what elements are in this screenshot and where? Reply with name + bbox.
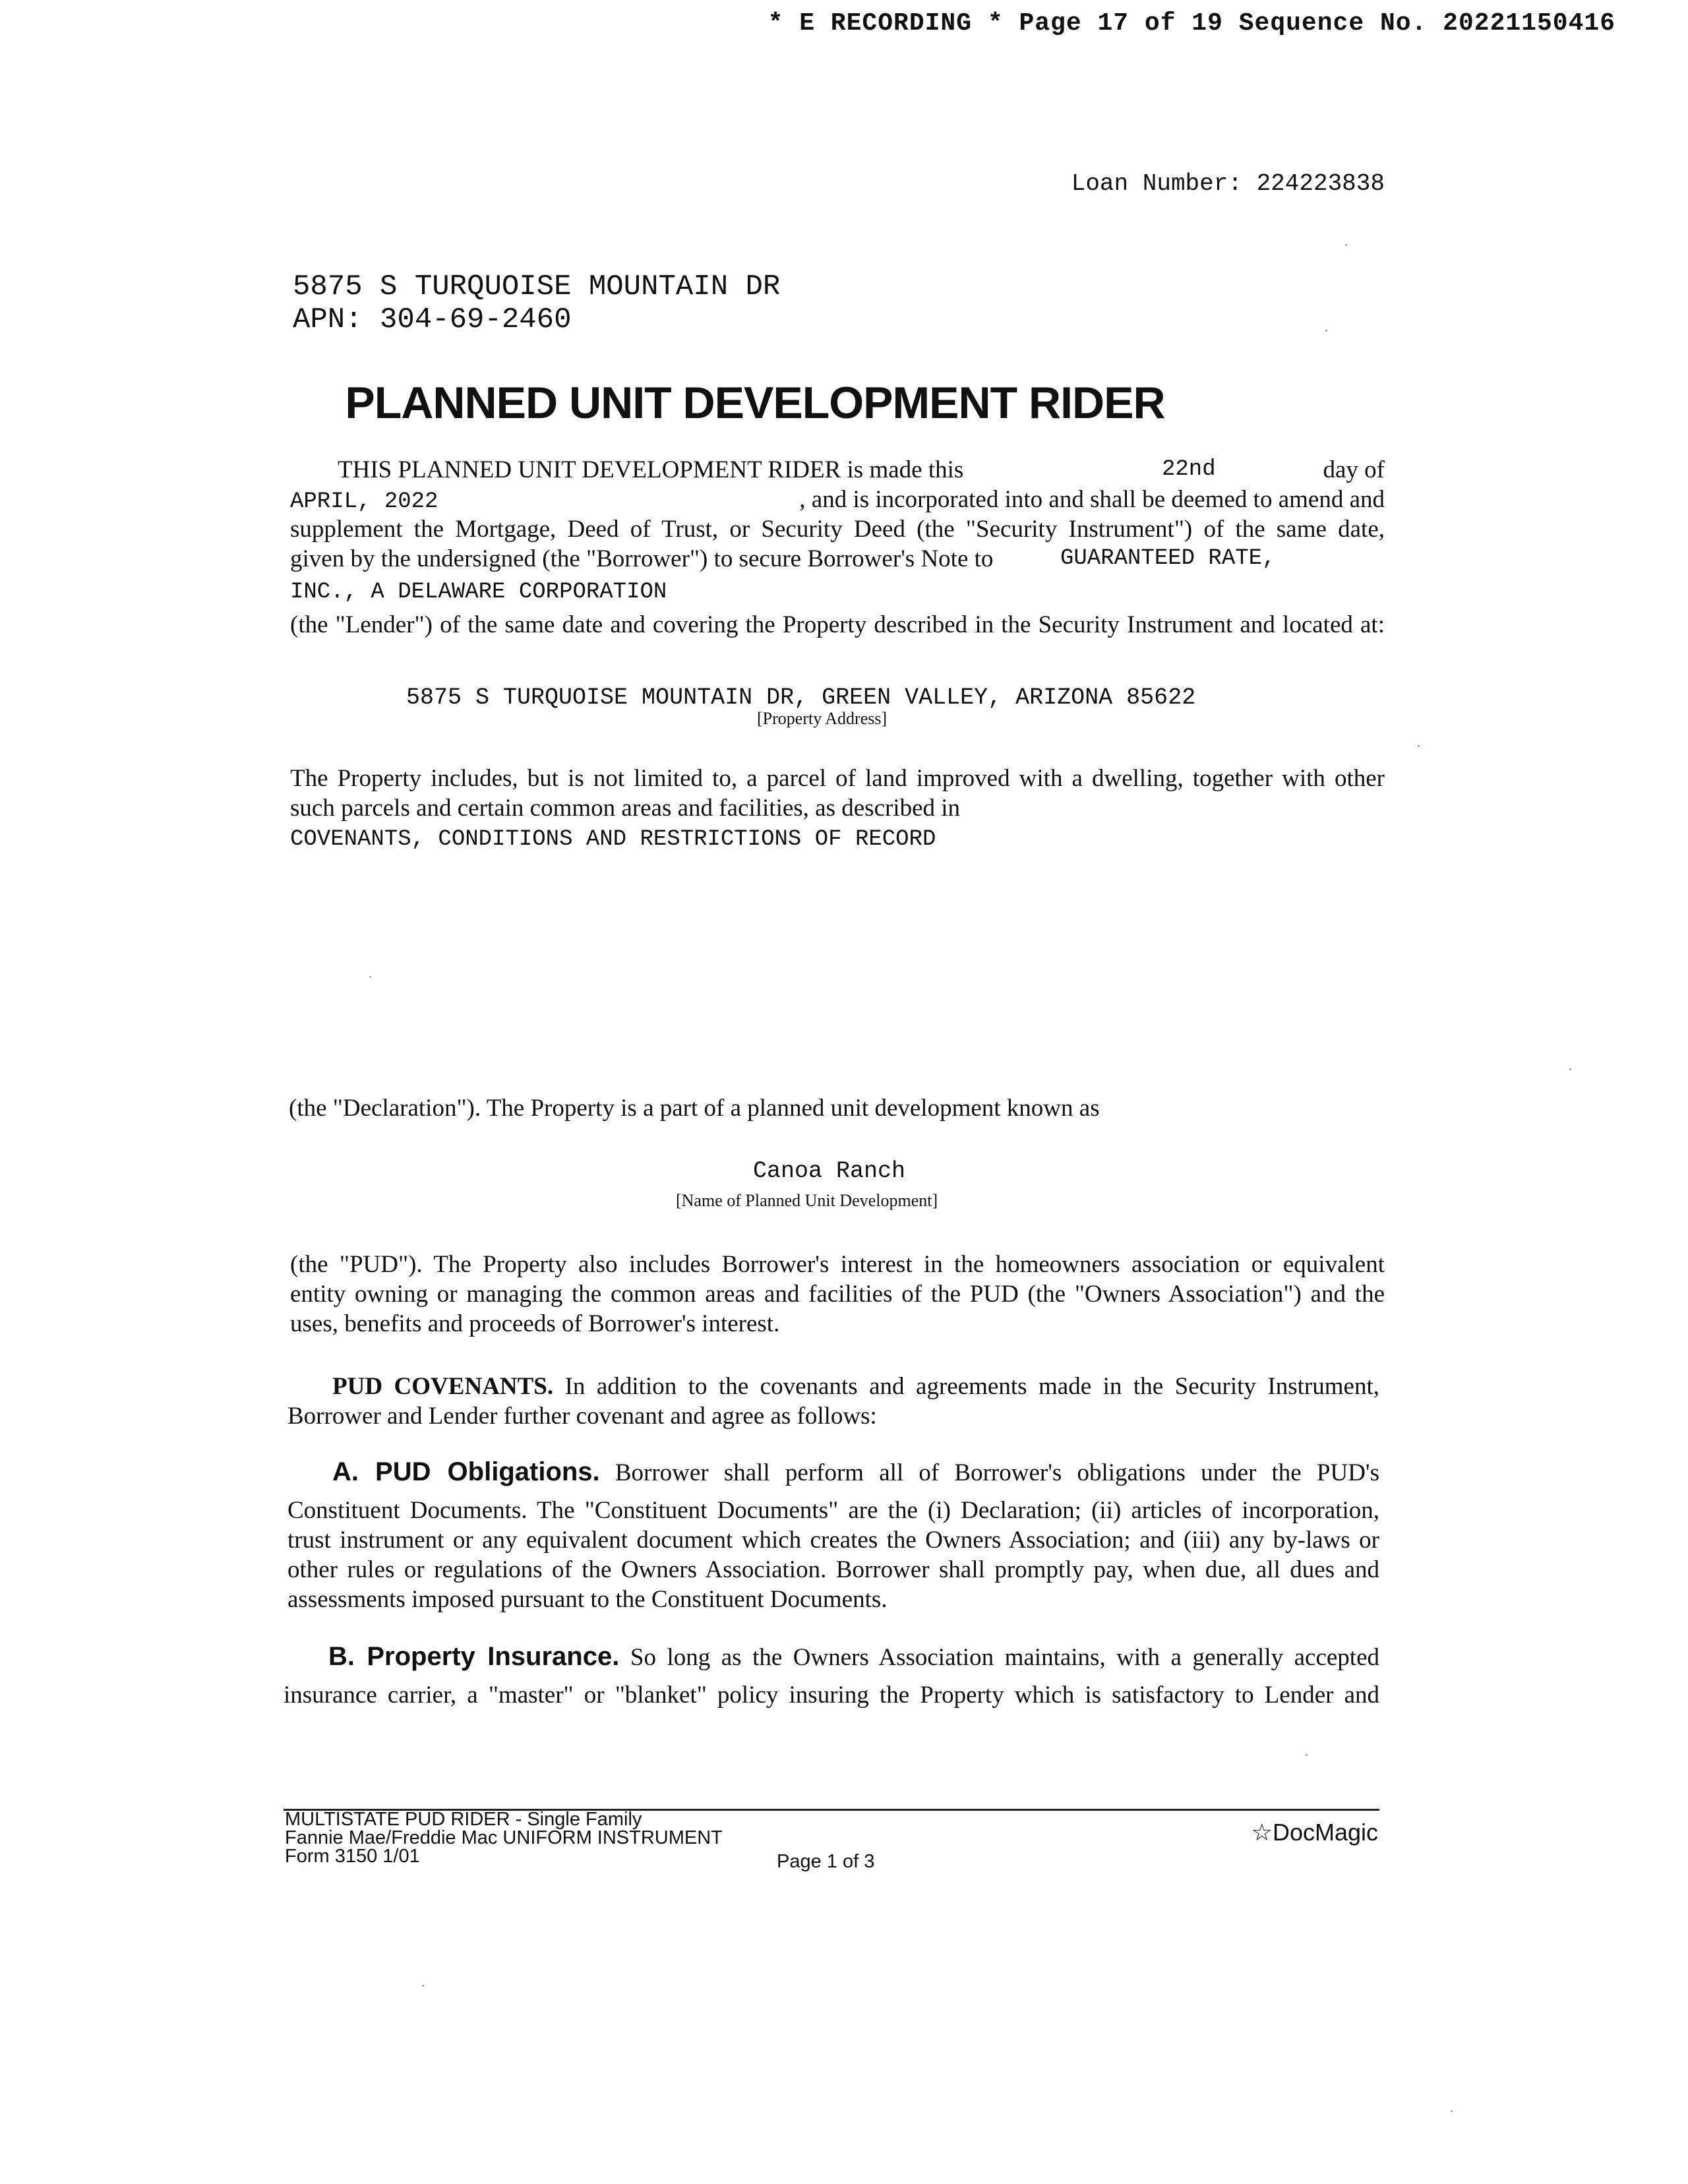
property-address-caption: [Property Address]	[757, 709, 888, 728]
pud-line-1: (the "PUD"). The Property also includes Borrower's interest in the homeowners association or equivalent	[290, 1251, 1385, 1278]
lender-name: GUARANTEED RATE,	[1060, 546, 1276, 571]
property-line: 5875 S TURQUOISE MOUNTAIN DR	[293, 270, 781, 303]
intro-line-6: (the "Lender") of the same date and covering the Property described in the Security Instrument and located at:	[290, 611, 1385, 638]
covenants-heading: PUD COVENANTS.	[332, 1373, 554, 1400]
section-a-text: Borrower shall perform all of Borrower's obligations under the PUD's	[599, 1459, 1379, 1486]
intro-line-1	[338, 455, 1385, 485]
recording-header: * E RECORDING * Page 17 of 19 Sequence No. 20221150416	[768, 9, 1615, 38]
docmagic-logo: ☆DocMagic	[1251, 1819, 1378, 1846]
pud-line-2: entity owning or managing the common areas and facilities of the PUD (the "Owners Association") and the	[290, 1281, 1385, 1308]
property-address: 5875 S TURQUOISE MOUNTAIN DR, GREEN VALLEY, ARIZONA 85622	[406, 684, 1196, 711]
rider-day: 22nd	[1162, 457, 1216, 482]
intro-line-4	[290, 544, 1385, 574]
section-b-text: So long as the Owners Association maintains, with a generally accepted	[619, 1644, 1380, 1671]
section-b-heading: B. Property Insurance.	[328, 1642, 620, 1671]
pud-line-3: uses, benefits and proceeds of Borrower's interest.	[290, 1310, 780, 1337]
day-of-text: day of	[1323, 456, 1385, 483]
intro-line-5	[290, 575, 1385, 607]
section-a-line-3: trust instrument or any equivalent document which creates the Owners Association; and (iii) any by-laws or	[287, 1527, 1379, 1554]
loan-number: Loan Number: 224223838	[1071, 170, 1385, 197]
pud-name: Canoa Ranch	[753, 1158, 906, 1184]
footer-form-title: MULTISTATE PUD RIDER - Single Family	[285, 1809, 642, 1830]
intro-line-3: supplement the Mortgage, Deed of Trust, or Security Deed (the "Security Instrument") of the same date,	[290, 516, 1385, 543]
section-b-line-2: insurance carrier, a "master" or "blanket" policy insuring the Property which is satisfactory to Lender and	[284, 1682, 1379, 1709]
section-a-heading: A. PUD Obligations.	[332, 1457, 600, 1486]
section-a-line-4: other rules or regulations of the Owners Association. Borrower shall promptly pay, when due, all dues and	[287, 1556, 1379, 1583]
section-a-line-5: assessments imposed pursuant to the Constituent Documents.	[287, 1586, 888, 1613]
includes-line-2: such parcels and certain common areas and facilities, as described in	[290, 795, 961, 822]
includes-line-1: The Property includes, but is not limited to, a parcel of land improved with a dwelling, together with other	[290, 765, 1385, 792]
intro-text: THIS PLANNED UNIT DEVELOPMENT RIDER is made this	[338, 456, 964, 483]
section-a-line-2: Constituent Documents. The "Constituent Documents" are the (i) Declaration; (ii) articles of incorporation,	[287, 1497, 1379, 1524]
covenants-line-2: Borrower and Lender further covenant and agree as follows:	[287, 1403, 877, 1430]
covenants-text: In addition to the covenants and agreements made in the Security Instrument,	[553, 1373, 1379, 1400]
intro-line-2	[290, 485, 1385, 517]
declaration-line: (the "Declaration"). The Property is a part of a planned unit development known as	[289, 1095, 1100, 1122]
section-a-line-1	[332, 1457, 1379, 1488]
intro-text: , and is incorporated into and shall be deemed to amend and	[799, 486, 1385, 513]
intro-text: given by the undersigned (the "Borrower") to secure Borrower's Note to	[290, 545, 994, 572]
document-title: PLANNED UNIT DEVELOPMENT RIDER	[345, 378, 1165, 428]
pud-name-caption: [Name of Planned Unit Development]	[676, 1191, 938, 1210]
footer-instrument: Fannie Mae/Freddie Mac UNIFORM INSTRUMENT	[285, 1827, 723, 1848]
rider-month-year: APRIL, 2022	[290, 489, 438, 514]
footer-page-number: Page 1 of 3	[777, 1851, 875, 1872]
section-b-line-1	[328, 1642, 1379, 1672]
lender-name-cont: INC., A DELAWARE CORPORATION	[290, 580, 667, 605]
footer-form-number: Form 3150 1/01	[285, 1846, 420, 1867]
covenants-line-1	[332, 1372, 1379, 1401]
apn-number: APN: 304-69-2460	[293, 303, 572, 336]
declaration-description: COVENANTS, CONDITIONS AND RESTRICTIONS OF RECORD	[290, 827, 936, 852]
